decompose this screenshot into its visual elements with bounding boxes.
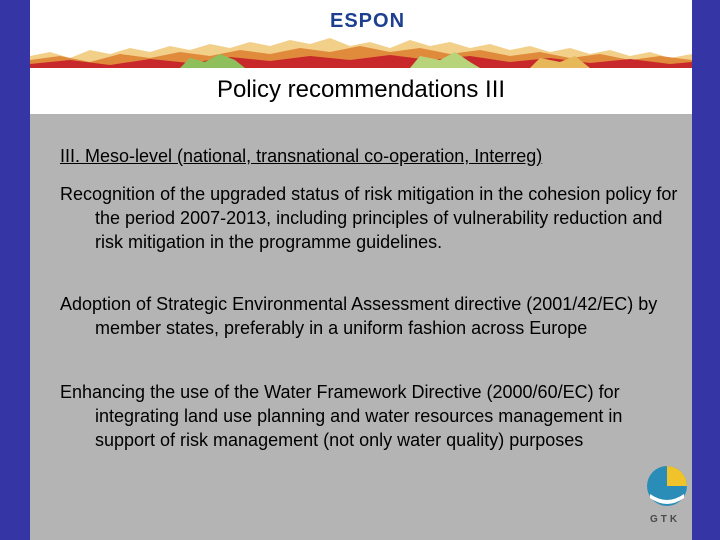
espon-logo-text: ESPON xyxy=(330,10,406,32)
right-sidebar xyxy=(692,0,720,540)
recommendation-paragraph: Recognition of the upgraded status of risk mitigation in the cohesion policy for the period 2007-2013, including principles of vulnerability reduction and risk mitigation in the programme guidelines. xyxy=(60,184,678,252)
slide-title: Policy recommendations III xyxy=(216,76,506,103)
slide xyxy=(30,0,692,540)
content-panel xyxy=(30,114,692,540)
europe-map-banner xyxy=(30,38,692,68)
left-sidebar xyxy=(0,0,30,540)
header xyxy=(30,0,692,68)
gtk-logo-label: GTK xyxy=(650,514,681,525)
recommendation-paragraph: Enhancing the use of the Water Framework Directive (2000/60/EC) for integrating land use planning and water resources management in support of risk management (not only water quality) purposes xyxy=(60,382,623,450)
recommendation-paragraph: Adoption of Strategic Environmental Assessment directive (2001/42/EC) by member states, preferably in a uniform fashion across Europe xyxy=(60,294,658,338)
section-subheading: III. Meso-level (national, transnational co-operation, Interreg) xyxy=(60,146,543,166)
